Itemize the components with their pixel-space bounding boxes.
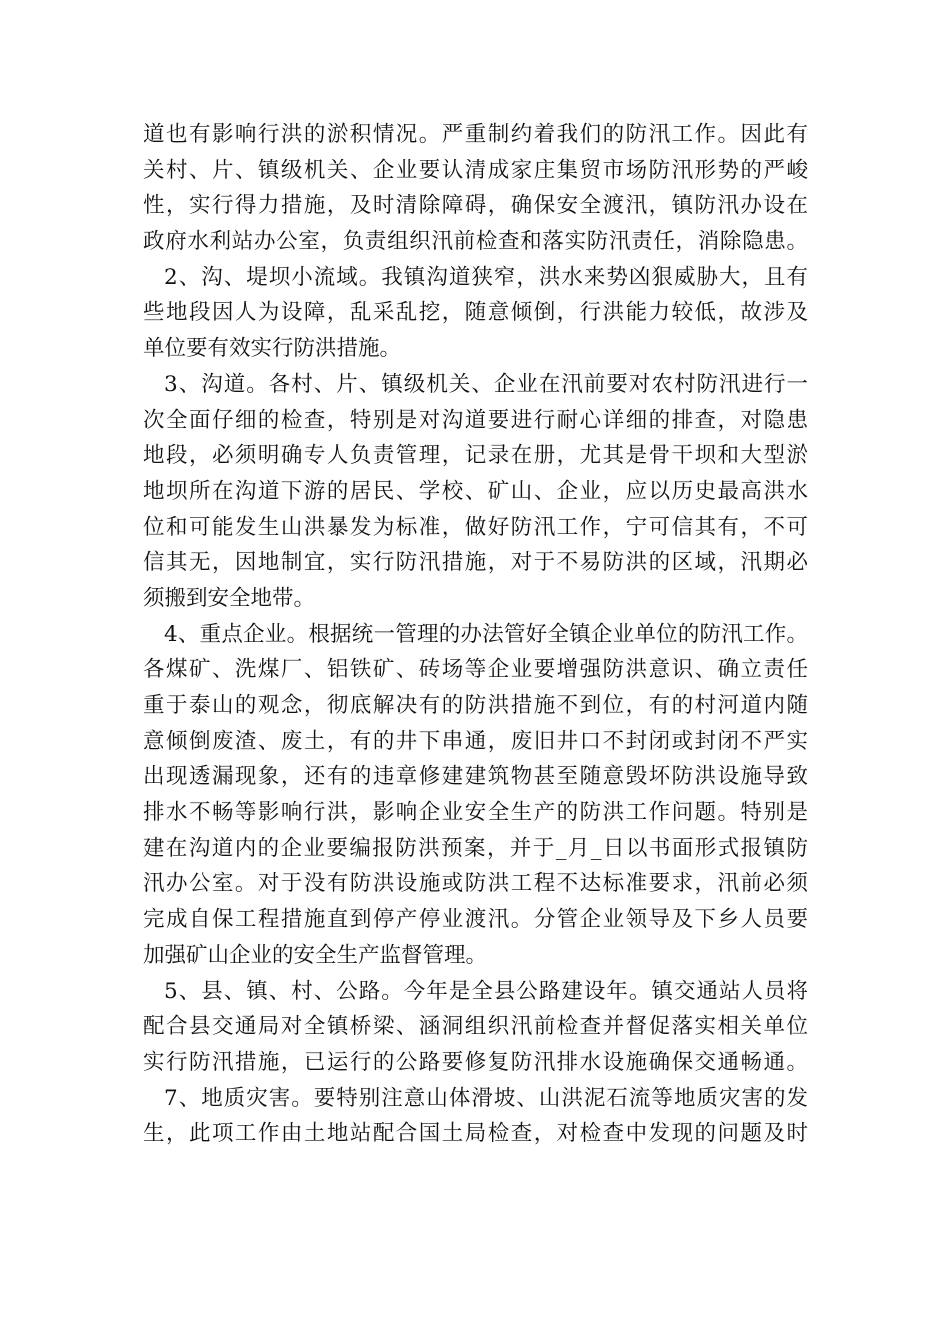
text-line: 各煤矿、洗煤厂、铝铁矿、砖场等企业要增强防洪意识、确立责任 xyxy=(143,657,808,683)
text-line: 性，实行得力措施，及时清除障碍，确保安全渡汛，镇防汛办设在 xyxy=(143,193,808,219)
paragraph-3-first-line: 3、沟道。各村、片、镇级机关、企业在汛前要对农村防汛进行一 xyxy=(164,371,808,397)
text-line: 单位要有效实行防洪措施。 xyxy=(143,336,402,362)
text-line: 须搬到安全地带。 xyxy=(143,585,316,611)
text-line: 信其无，因地制宜，实行防汛措施，对于不易防洪的区域，汛期必 xyxy=(143,550,808,576)
text-line: 位和可能发生山洪暴发为标准，做好防汛工作，宁可信其有，不可 xyxy=(143,514,808,540)
text-line: 生，此项工作由土地站配合国土局检查，对检查中发现的问题及时 xyxy=(143,1121,808,1147)
text-line: 完成自保工程措施直到停产停业渡汛。分管企业领导及下乡人员要 xyxy=(143,907,808,933)
text-line: 汛办公室。对于没有防洪设施或防洪工程不达标准要求，汛前必须 xyxy=(143,871,808,897)
text-line: 重于泰山的观念，彻底解决有的防洪措施不到位，有的村河道内随 xyxy=(143,693,808,718)
text-line: 排水不畅等影响行洪，影响企业安全生产的防洪工作问题。特别是 xyxy=(143,800,808,826)
text-line: 次全面仔细的检查，特别是对沟道要进行耐心详细的排查，对隐患 xyxy=(143,407,808,433)
text-line: 加强矿山企业的安全生产监督管理。 xyxy=(143,942,488,968)
paragraph-2-first-line: 2、沟、堤坝小流域。我镇沟道狭窄，洪水来势凶狠威胁大，且有 xyxy=(164,264,808,290)
text-line: 道也有影响行洪的淤积情况。严重制约着我们的防汛工作。因此有 xyxy=(143,122,808,147)
text-line: 政府水利站办公室，负责组织汛前检查和落实防汛责任，消除隐患。 xyxy=(143,229,808,255)
paragraph-5-first-line: 5、县、镇、村、公路。今年是全县公路建设年。镇交通站人员将 xyxy=(164,978,808,1004)
text-line: 意倾倒废渣、废土，有的井下串通，废旧井口不封闭或封闭不严实 xyxy=(143,728,808,754)
document-body xyxy=(143,117,808,1152)
text-line: 地坝所在沟道下游的居民、学校、矿山、企业，应以历史最高洪水 xyxy=(143,478,808,504)
text-line: 建在沟道内的企业要编报防洪预案，并于_月_日以书面形式报镇防 xyxy=(143,835,808,861)
text-line: 些地段因人为设障，乱采乱挖，随意倾倒，行洪能力较低，故涉及 xyxy=(143,300,808,326)
text-line: 地段，必须明确专人负责管理，记录在册，尤其是骨干坝和大型淤 xyxy=(143,443,808,469)
paragraph-7-first-line: 7、地质灾害。要特别注意山体滑坡、山洪泥石流等地质灾害的发 xyxy=(164,1085,808,1111)
text-line: 实行防汛措施，已运行的公路要修复防汛排水设施确保交通畅通。 xyxy=(143,1049,808,1075)
text-line: 配合县交通局对全镇桥梁、涵洞组织汛前检查并督促落实相关单位 xyxy=(143,1014,808,1040)
text-line: 关村、片、镇级机关、企业要认清成家庄集贸市场防汛形势的严峻 xyxy=(143,157,808,183)
paragraph-4-first-line: 4、重点企业。根据统一管理的办法管好全镇企业单位的防汛工作。 xyxy=(164,621,808,647)
text-line: 出现透漏现象，还有的违章修建建筑物甚至随意毁坏防洪设施导致 xyxy=(143,764,808,790)
